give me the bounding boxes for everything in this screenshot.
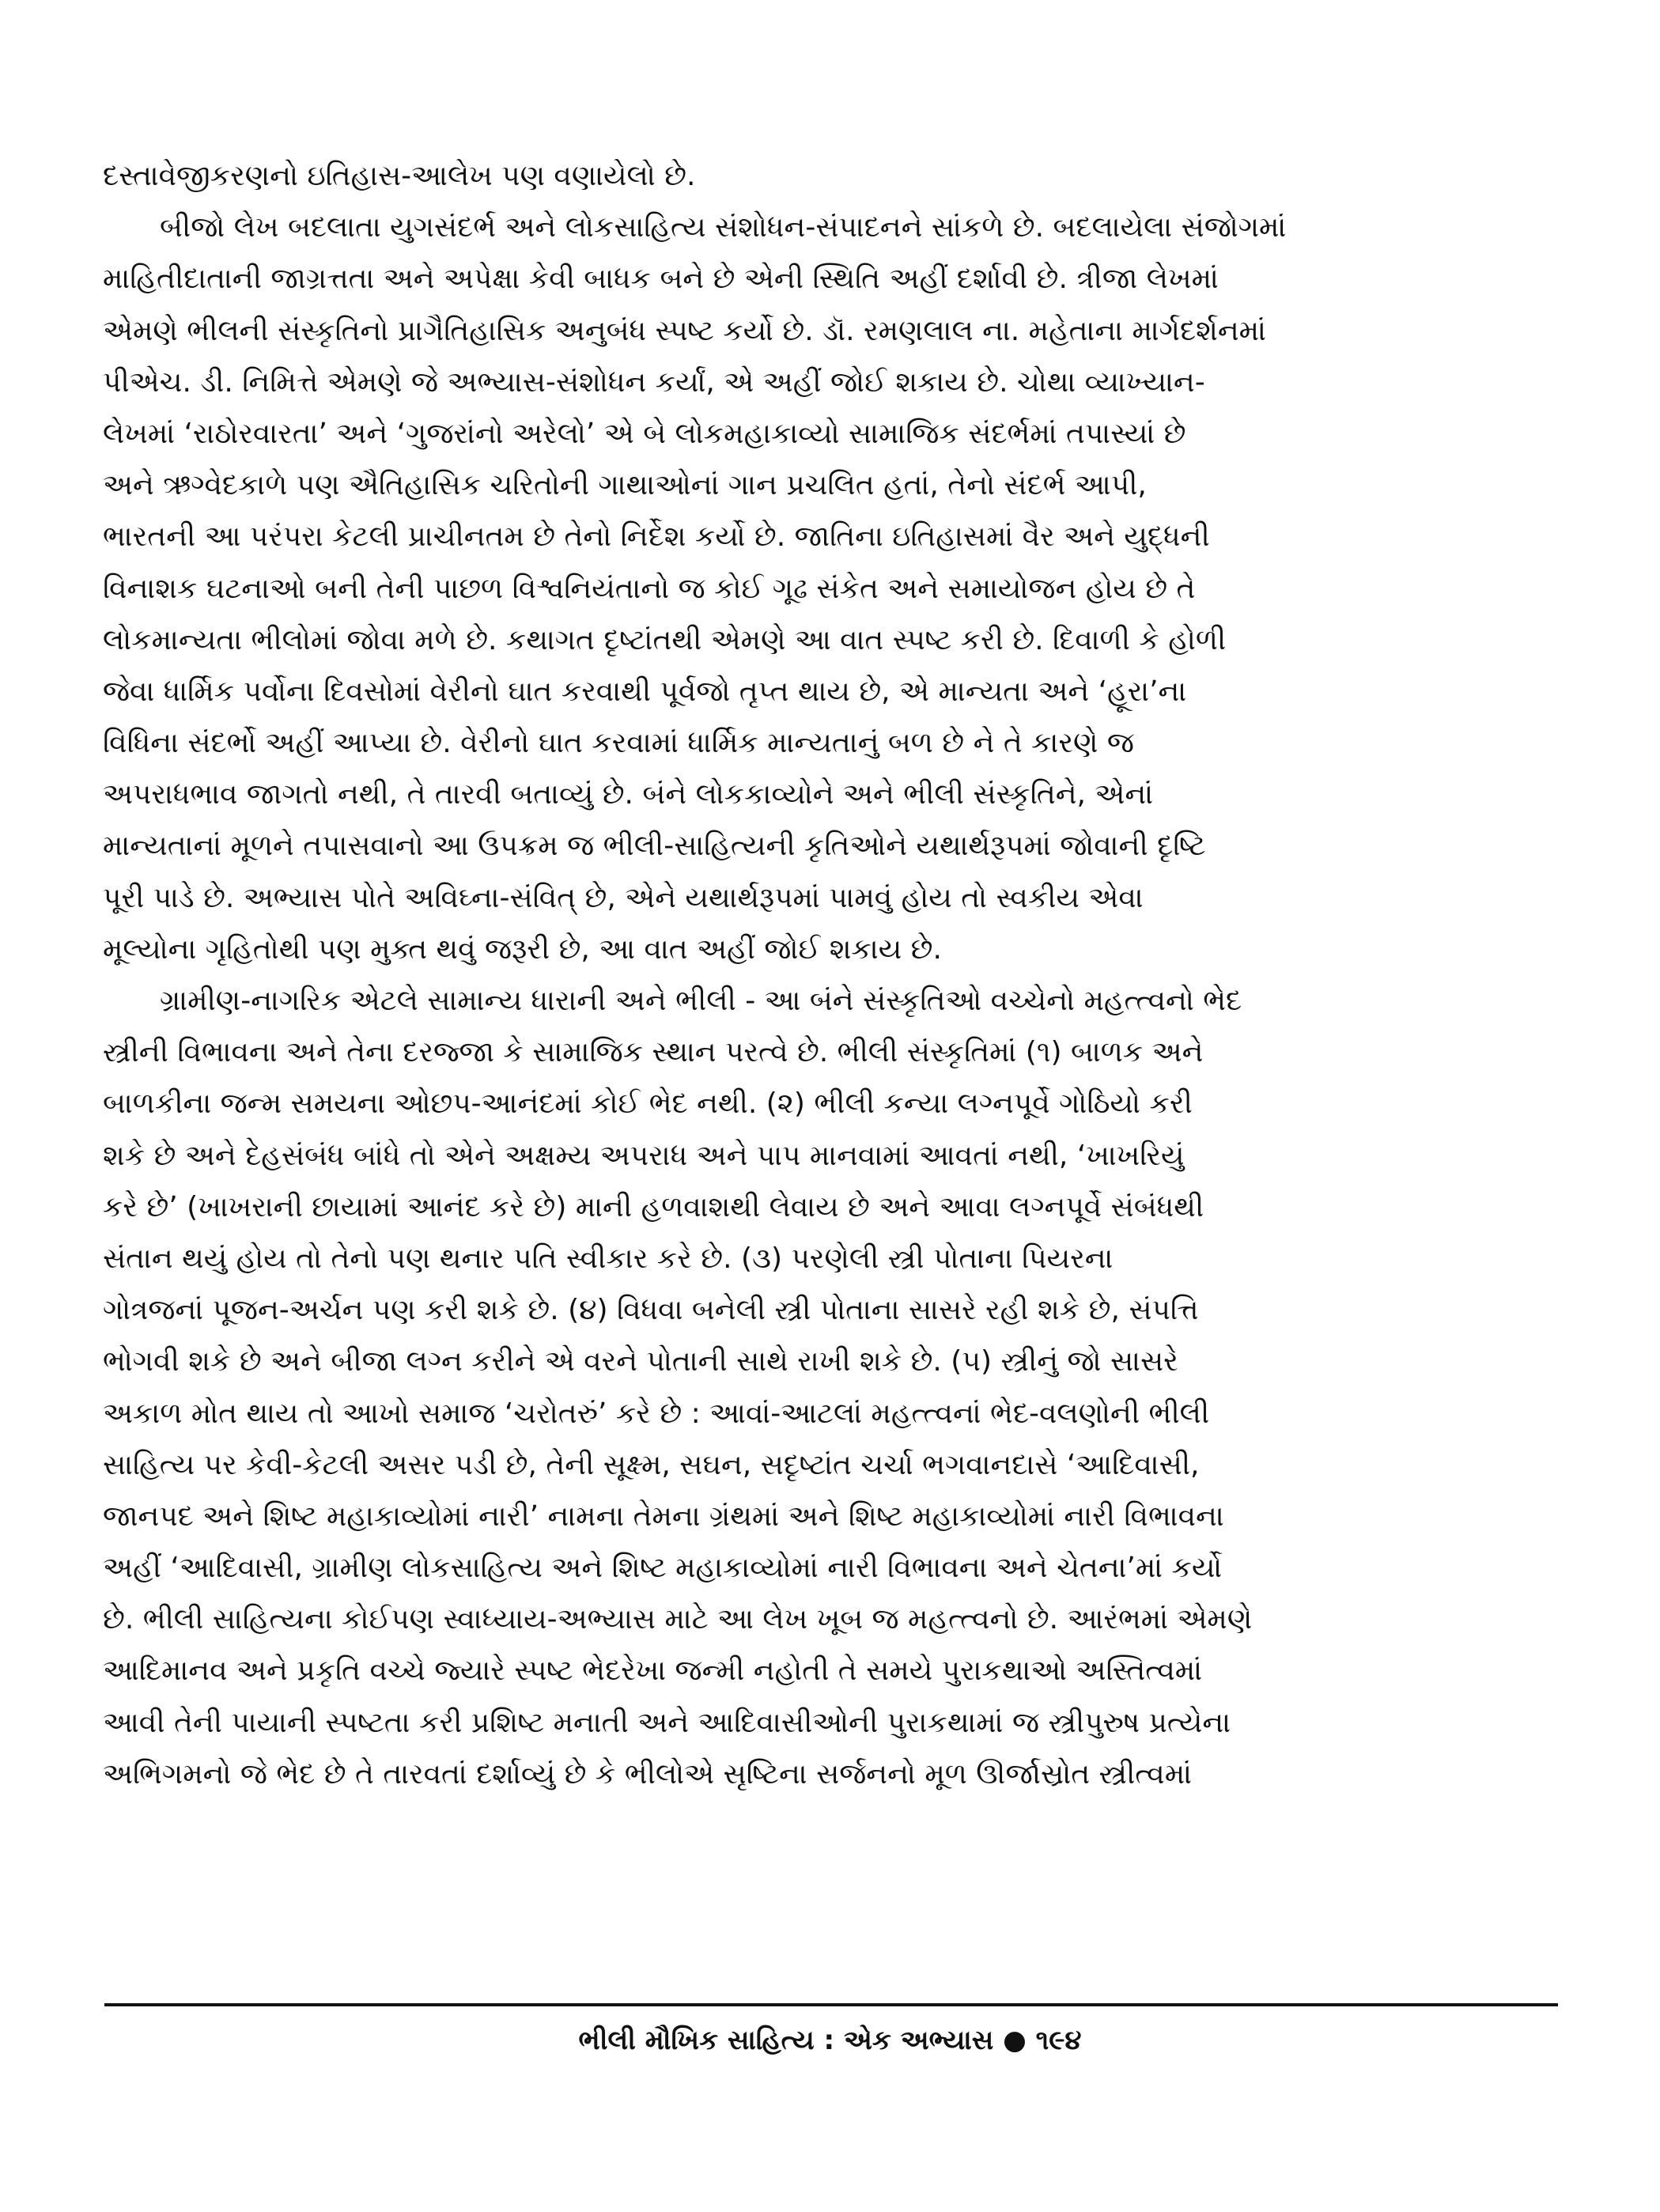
text-line: અપરાધભાવ જાગતો નથી, તે તારવી બતાવ્યું છે. બંને લોકકાવ્યોને અને ભીલી સંસ્કૃતિને, એનાં — [103, 778, 1154, 811]
text-line: વિનાશક ઘટનાઓ બની તેની પાછળ વિશ્વનિયંતાનો જ કોઈ ગૂઢ સંકેત અને સમાયોજન હોય છે તે — [103, 572, 1196, 605]
text-line: બીજો લેખ બદલાતા યુગસંદર્ભ અને લોકસાહિત્ય સંશોધન-સંપાદનને સાંકળે છે. બદલાયેલા સંજોગમાં — [160, 211, 1287, 244]
text-line: જેવા ધાર્મિક પર્વોના દિવસોમાં વેરીનો ઘાત કરવાથી પૂર્વજો તૃપ્ત થાય છે, એ માન્યતા અને ‘હૂરા’ના — [103, 675, 1187, 708]
text-line: અને ઋગ્વેદકાળે પણ ઐતિહાસિક ચરિતોની ગાથાઓનાં ગાન પ્રચલિત હતાં, તેનો સંદર્ભ આપી, — [103, 469, 1147, 502]
text-line: લોકમાન્યતા ભીલોમાં જોવા મળે છે. કથાગત દૃષ્ટાંતથી એમણે આ વાત સ્પષ્ટ કરી છે. દિવાળી કે હોળી — [103, 623, 1227, 656]
text-line: જાનપદ અને શિષ્ટ મહાકાવ્યોમાં નારી’ નામના તેમના ગ્રંથમાં અને શિષ્ટ મહાકાવ્યોમાં નારી વિભાવના — [103, 1499, 1224, 1533]
text-line: સાહિત્ય પર કેવી-કેટલી અસર પડી છે, તેની સૂક્ષ્મ, સઘન, સદૃષ્ટાંત ચર્ચા ભગવાનદાસે ‘આદિવાસી, — [103, 1448, 1200, 1481]
text-line: ગ્રામીણ-નાગરિક એટલે સામાન્ય ધારાની અને ભીલી - આ બંને સંસ્કૃતિઓ વચ્ચેનો મહત્ત્વનો ભેદ — [160, 985, 1242, 1017]
text-line: વિધિના સંદર્ભો અહીં આપ્યા છે. વેરીનો ઘાત કરવામાં ધાર્મિક માન્યતાનું બળ છે ને તે કારણે જ — [103, 727, 1134, 760]
text-line: એમણે ભીલની સંસ્કૃતિનો પ્રાગૈતિહાસિક અનુબંધ સ્પષ્ટ કર્યો છે. ડૉ. રમણલાલ ના. મહેતાના માર્ગદર્શનમાં — [103, 314, 1266, 347]
text-line: કરે છે’ (ખાખરાની છાયામાં આનંદ કરે છે) માની હળવાશથી લેવાય છે અને આવા લગ્નપૂર્વે સંબંધથી — [103, 1190, 1204, 1223]
text-line: ભોગવી શકે છે અને બીજા લગ્ન કરીને એ વરને પોતાની સાથે રાખી શકે છે. (૫) સ્ત્રીનું જો સાસરે — [103, 1345, 1178, 1378]
footer-divider — [104, 2003, 1558, 2006]
text-line: સ્ત્રીની વિભાવના અને તેના દરજ્જા કે સામાજિક સ્થાન પરત્વે છે. ભીલી સંસ્કૃતિમાં (૧) બાળક અને — [103, 1036, 1204, 1069]
body-text — [103, 150, 1558, 1800]
text-line: પીએચ. ડી. નિમિત્તે એમણે જે અભ્યાસ-સંશોધન કર્યાં, એ અહીં જોઈ શકાય છે. ચોથા વ્યાખ્યાન- — [103, 365, 1205, 399]
text-line: અભિગમનો જે ભેદ છે તે તારવતાં દર્શાવ્યું છે કે ભીલોએ સૃષ્ટિના સર્જનનો મૂળ ઊર્જાસ્રોત સ્ત્રીત્વમાં — [103, 1757, 1192, 1790]
page-footer: ભીલી મૌખિક સાહિત્ય : એક અભ્યાસ ● ૧૯૪ — [578, 2025, 1082, 2056]
text-line: લેખમાં ‘રાઠોરવારતા’ અને ‘ગુજરાંનો અરેલો’ એ બે લોકમહાકાવ્યો સામાજિક સંદર્ભમાં તપાસ્યાં છે — [103, 417, 1186, 450]
text-line: અહીં ‘આદિવાસી, ગ્રામીણ લોકસાહિત્ય અને શિષ્ટ મહાકાવ્યોમાં નારી વિભાવના અને ચેતના’માં કર્યો — [103, 1552, 1223, 1585]
text-line: આવી તેની પાયાની સ્પષ્ટતા કરી પ્રશિષ્ટ મનાતી અને આદિવાસીઓની પુરાકથામાં જ સ્ત્રીપુરુષ પ્રત્યેના — [103, 1706, 1231, 1739]
text-line: પૂરી પાડે છે. અભ્યાસ પોતે અવિઘ્ના-સંવિત્ છે, એને યથાર્થરૂપમાં પામવું હોય તો સ્વકીય એવા — [103, 881, 1144, 914]
text-line: મૂલ્યોના ગૃહિતોથી પણ મુક્ત થવું જરૂરી છે, આ વાત અહીં જોઈ શકાય છે. — [103, 932, 942, 966]
text-line: માહિતીદાતાની જાગ્રત્તતા અને અપેક્ષા કેવી બાધક બને છે એની સ્થિતિ અહીં દર્શાવી છે. ત્રીજા લેખમાં — [103, 263, 1219, 296]
text-line: અકાળ મોત થાય તો આખો સમાજ ‘ચરોતરું’ કરે છે : આવાં-આટલાં મહત્ત્વનાં ભેદ-વલણોની ભીલી — [103, 1397, 1210, 1430]
text-line: દસ્તાવેજીકરણનો ઇતિહાસ-આલેખ પણ વણાયેલો છે. — [103, 160, 696, 192]
text-line: શકે છે અને દેહસંબંધ બાંધે તો એને અક્ષમ્ય અપરાધ અને પાપ માનવામાં આવતાં નથી, ‘ખાખરિયું — [103, 1139, 1185, 1172]
text-line: માન્યતાનાં મૂળને તપાસવાનો આ ઉપક્રમ જ ભીલી-સાહિત્યની કૃતિઓને યથાર્થરૂપમાં જોવાની દૃષ્ટિ — [103, 830, 1206, 863]
text-line: ભારતની આ પરંપરા કેટલી પ્રાચીનતમ છે તેનો નિર્દેશ કર્યો છે. જાતિના ઇતિહાસમાં વૈર અને યુદ્ધની — [103, 520, 1210, 554]
text-line: છે. ભીલી સાહિત્યના કોઈપણ સ્વાધ્યાય-અભ્યાસ માટે આ લેખ ખૂબ જ મહત્ત્વનો છે. આરંભમાં એમણે — [103, 1603, 1253, 1636]
text-line: આદિમાનવ અને પ્રકૃતિ વચ્ચે જ્યારે સ્પષ્ટ ભેદરેખા જન્મી નહોતી તે સમયે પુરાકથાઓ અસ્તિત્વમાં — [103, 1654, 1203, 1688]
text-line: ગોત્રજનાં પૂજન-અર્ચન પણ કરી શકે છે. (૪) વિધવા બનેલી સ્ત્રી પોતાના સાસરે રહી શકે છે, સંપત્તિ — [103, 1294, 1199, 1327]
text-line: સંતાન થયું હોય તો તેનો પણ થનાર પતિ સ્વીકાર કરે છે. (૩) પરણેલી સ્ત્રી પોતાના પિયરના — [103, 1242, 1114, 1275]
text-line: બાળકીના જન્મ સમયના ઓછપ-આનંદમાં કોઈ ભેદ નથી. (૨) ભીલી કન્યા લગ્નપૂર્વે ગોઠિયો કરી — [103, 1087, 1193, 1121]
